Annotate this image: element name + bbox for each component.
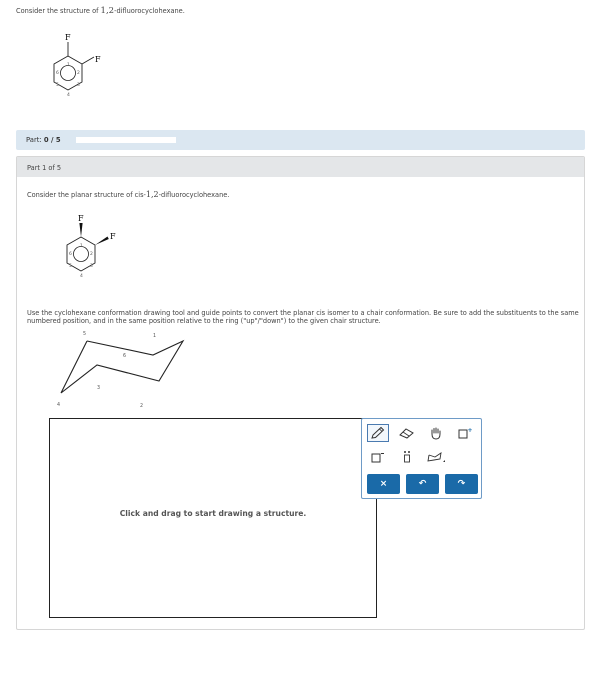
svg-text:2: 2 (90, 252, 93, 257)
svg-text:6: 6 (123, 354, 127, 359)
svg-text:6: 6 (56, 71, 59, 76)
wedge-bond-2 (95, 237, 109, 246)
clear-button[interactable]: × (367, 474, 400, 494)
intro-text: Consider the structure of 1,2-difluorocyclohexane. (16, 6, 185, 16)
prompt-chair: Use the cyclohexane conformation drawing tool and guide points to convert the planar cis isomer to a chair conformation. Be sure to add the substituents to the same numbered position, and in the same position relative to the ring ("up"/"down") to the given chair structure. (27, 309, 579, 325)
card-header: Part 1 of 5 (17, 157, 584, 177)
part-label: Part: 0 / 5 (26, 136, 61, 144)
svg-text:1: 1 (67, 63, 70, 68)
svg-text:3: 3 (90, 264, 93, 269)
svg-text:1: 1 (80, 244, 83, 249)
canvas-hint: Click and drag to start drawing a structure. (119, 509, 307, 518)
svg-text:2: 2 (77, 71, 80, 76)
hand-icon[interactable] (425, 424, 447, 442)
question-card (16, 156, 585, 630)
wedge-bond-1 (79, 223, 82, 237)
prompt-planar: Consider the planar structure of cis-1,2-difluorocyclohexane. (27, 190, 230, 199)
svg-text:+: + (467, 427, 473, 434)
chair-structure (47, 327, 197, 409)
svg-text:3: 3 (97, 386, 101, 391)
pencil-icon[interactable] (367, 424, 389, 442)
svg-text:4: 4 (57, 403, 61, 408)
template-minus-icon[interactable] (367, 448, 389, 466)
f-label-top: F (65, 33, 71, 42)
molecule-2-structure (55, 213, 139, 289)
svg-text:4: 4 (80, 274, 83, 279)
redo-button[interactable]: ↷ (445, 474, 478, 494)
svg-text:4: 4 (67, 93, 70, 98)
chair-template-icon[interactable] (425, 448, 447, 466)
lone-pair-icon[interactable] (396, 448, 418, 466)
svg-text:2: 2 (140, 404, 144, 409)
svg-text:3: 3 (77, 83, 80, 88)
template-plus-icon[interactable] (454, 424, 476, 442)
svg-text:5: 5 (56, 83, 59, 88)
eraser-icon[interactable] (396, 424, 418, 442)
f-label-right: F (110, 232, 116, 241)
svg-text:5: 5 (69, 264, 72, 269)
drawing-toolbox (361, 418, 482, 499)
part-progress-bar (16, 130, 585, 150)
svg-text:6: 6 (69, 252, 72, 257)
molecule-1-structure (40, 30, 120, 106)
drawing-canvas[interactable] (49, 418, 377, 618)
f-label-right: F (95, 55, 101, 64)
svg-text:1: 1 (153, 334, 157, 339)
progress-track (76, 137, 176, 143)
svg-text:5: 5 (83, 332, 87, 337)
f-label-top: F (78, 214, 84, 223)
undo-button[interactable]: ↶ (406, 474, 439, 494)
